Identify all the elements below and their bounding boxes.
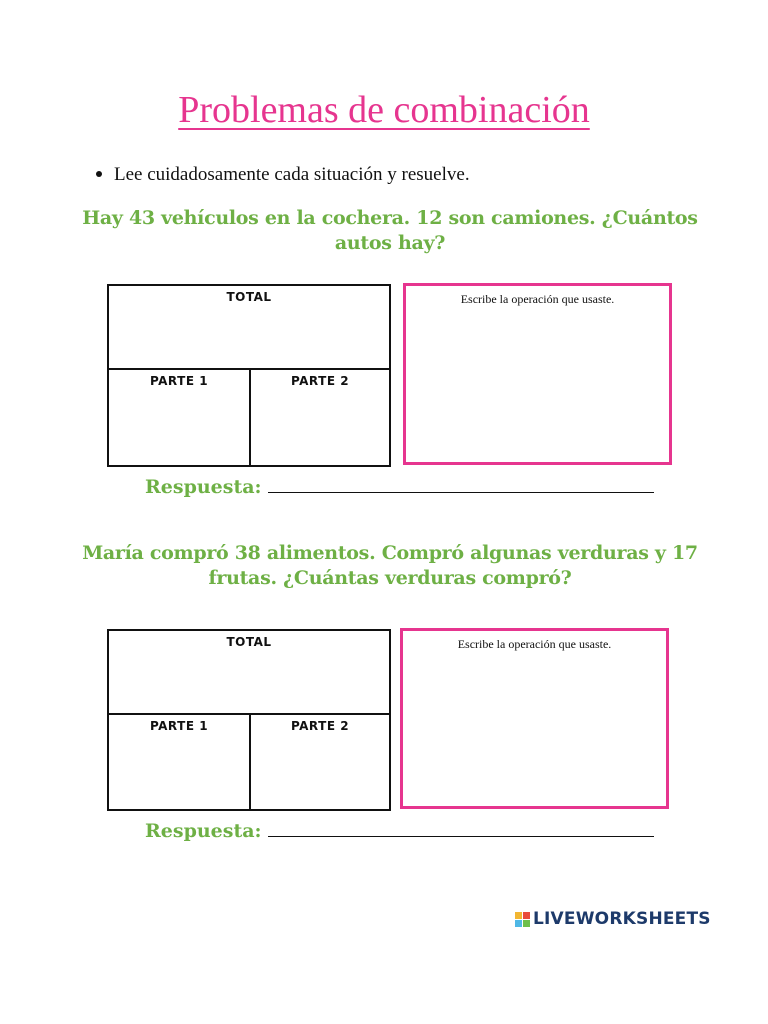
liveworksheets-brand xyxy=(515,909,711,929)
part-2-label: PARTE 2 xyxy=(290,374,350,388)
page-title: Problemas de combinación xyxy=(178,89,590,131)
problem-1-part-2-cell[interactable] xyxy=(251,370,389,465)
instruction-text: Lee cuidadosamente cada situación y resuelve. xyxy=(114,164,470,185)
answer-label: Respuesta: xyxy=(145,476,262,498)
problem-1-question-line-2: autos hay? xyxy=(334,232,446,254)
problem-2-answer-field[interactable] xyxy=(268,818,654,837)
bullet-icon xyxy=(96,171,102,177)
part-2-label: PARTE 2 xyxy=(290,719,350,733)
total-label: TOTAL xyxy=(226,635,272,649)
problem-2-operation-box[interactable] xyxy=(400,628,669,809)
problem-1-part-1-cell[interactable] xyxy=(109,370,251,465)
operation-prompt: Escribe la operación que usaste. xyxy=(460,292,615,306)
problem-2-part-whole-grid xyxy=(107,629,391,811)
problem-2-answer xyxy=(145,818,654,842)
problem-1-part-whole-grid xyxy=(107,284,391,467)
liveworksheets-logo-icon xyxy=(515,912,530,927)
problem-1-answer-field[interactable] xyxy=(268,474,654,493)
problem-2-part-2-cell[interactable] xyxy=(251,715,389,809)
problem-2-question-line-1: María compró 38 alimentos. Compró algunas verduras y 17 xyxy=(82,542,698,564)
problem-1-question xyxy=(80,206,700,256)
problem-1-answer xyxy=(145,474,654,498)
problem-2-question xyxy=(80,541,700,591)
problem-2-part-1-cell[interactable] xyxy=(109,715,251,809)
part-1-label: PARTE 1 xyxy=(149,374,209,388)
problem-1-question-line-1: Hay 43 vehículos en la cochera. 12 son camiones. ¿Cuántos xyxy=(82,207,698,229)
part-1-label: PARTE 1 xyxy=(149,719,209,733)
instruction-item xyxy=(96,164,470,186)
problem-1-total-cell[interactable] xyxy=(109,286,389,370)
answer-label: Respuesta: xyxy=(145,820,262,842)
brand-name: LIVEWORKSHEETS xyxy=(533,909,711,929)
problem-2-total-cell[interactable] xyxy=(109,631,389,715)
problem-1-operation-box[interactable] xyxy=(403,283,672,465)
problem-2-question-line-2: frutas. ¿Cuántas verduras compró? xyxy=(208,567,572,589)
operation-prompt: Escribe la operación que usaste. xyxy=(457,637,612,651)
total-label: TOTAL xyxy=(226,290,272,304)
